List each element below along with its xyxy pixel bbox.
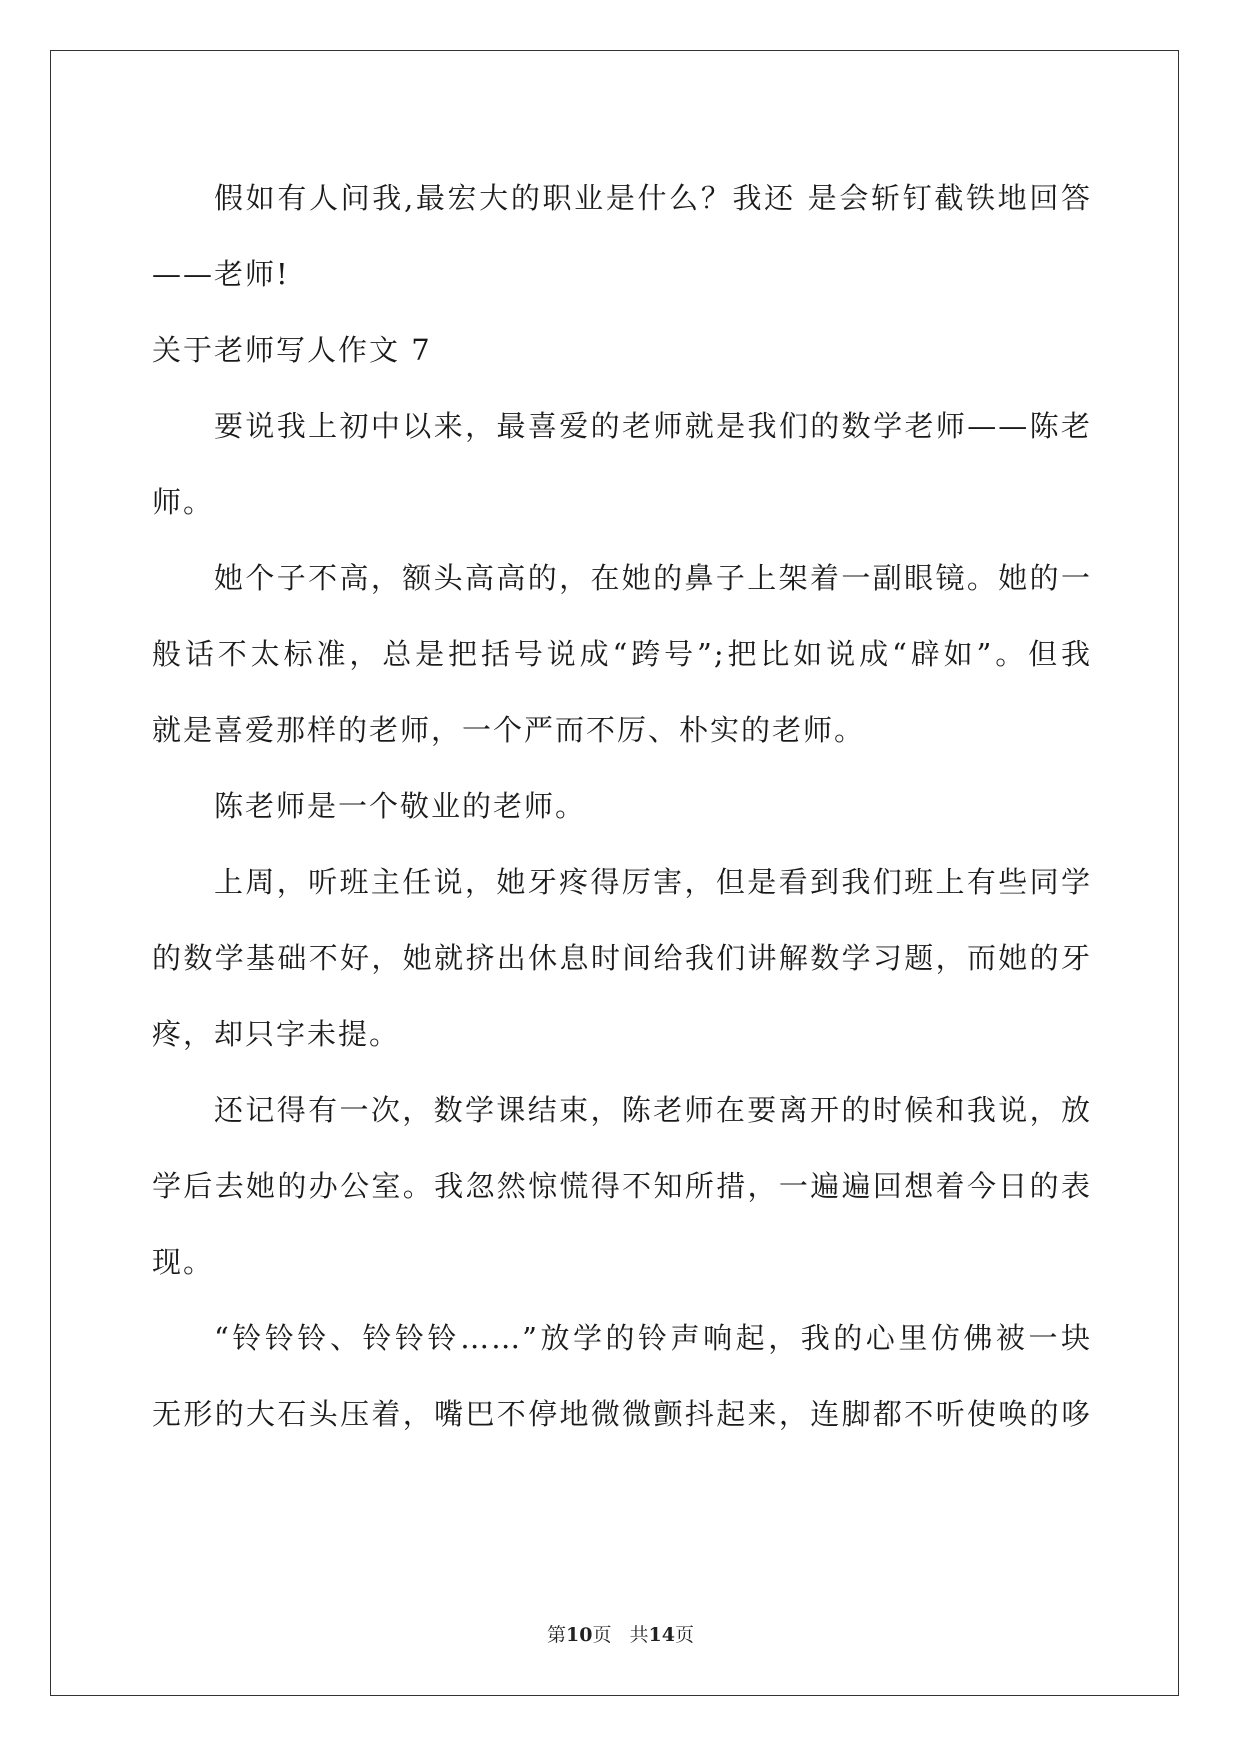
paragraph-5	[152, 844, 1092, 1072]
paragraph-7	[152, 1300, 1092, 1452]
page-total: 14	[648, 1624, 675, 1646]
text-line: 她个子不高，额头高高的，在她的鼻子上架着一副眼镜。她的一	[214, 561, 1092, 595]
page-number: 10	[566, 1624, 593, 1646]
text-line: 般话不太标准，总是把括号说成“跨号”;把比如说成“辟如”。但我	[152, 637, 1092, 671]
text-line: “铃铃铃、铃铃铃……”放学的铃声响起，我的心里仿佛被一块	[214, 1321, 1092, 1355]
text-line: 疼，却只字未提。	[152, 1017, 401, 1051]
text-line: 师。	[152, 485, 215, 519]
page-footer	[0, 1620, 1241, 1647]
text-line: 要说我上初中以来，最喜爱的老师就是我们的数学老师——陈老	[214, 409, 1092, 443]
total-suffix: 页	[674, 1624, 694, 1646]
text-line: 还记得有一次，数学课结束，陈老师在要离开的时候和我说，放	[214, 1093, 1092, 1127]
document-body	[152, 160, 1092, 1452]
paragraph-6	[152, 1072, 1092, 1300]
paragraph-3	[152, 540, 1092, 768]
paragraph-2	[152, 388, 1092, 540]
paragraph-1	[152, 160, 1092, 312]
text-line: 现。	[152, 1245, 215, 1279]
text-line: 上周，听班主任说，她牙疼得厉害，但是看到我们班上有些同学	[214, 865, 1092, 899]
heading-text: 关于老师写人作文 7	[152, 333, 432, 367]
page-suffix: 页	[592, 1624, 612, 1646]
section-heading	[152, 312, 1092, 388]
paragraph-4	[152, 768, 1092, 844]
text-line: ——老师!	[152, 257, 290, 291]
text-line: 的数学基础不好，她就挤出休息时间给我们讲解数学习题，而她的牙	[152, 941, 1092, 975]
text-line: 陈老师是一个敬业的老师。	[214, 789, 587, 823]
text-line: 无形的大石头压着，嘴巴不停地微微颤抖起来，连脚都不听使唤的哆	[152, 1397, 1092, 1431]
text-line: 就是喜爱那样的老师，一个严而不厉、朴实的老师。	[152, 713, 866, 747]
total-prefix: 共	[629, 1624, 649, 1646]
text-line: 假如有人问我,最宏大的职业是什么？我还 是会斩钉截铁地回答	[214, 181, 1092, 215]
page-prefix: 第	[547, 1624, 567, 1646]
text-line: 学后去她的办公室。我忽然惊慌得不知所措，一遍遍回想着今日的表	[152, 1169, 1092, 1203]
